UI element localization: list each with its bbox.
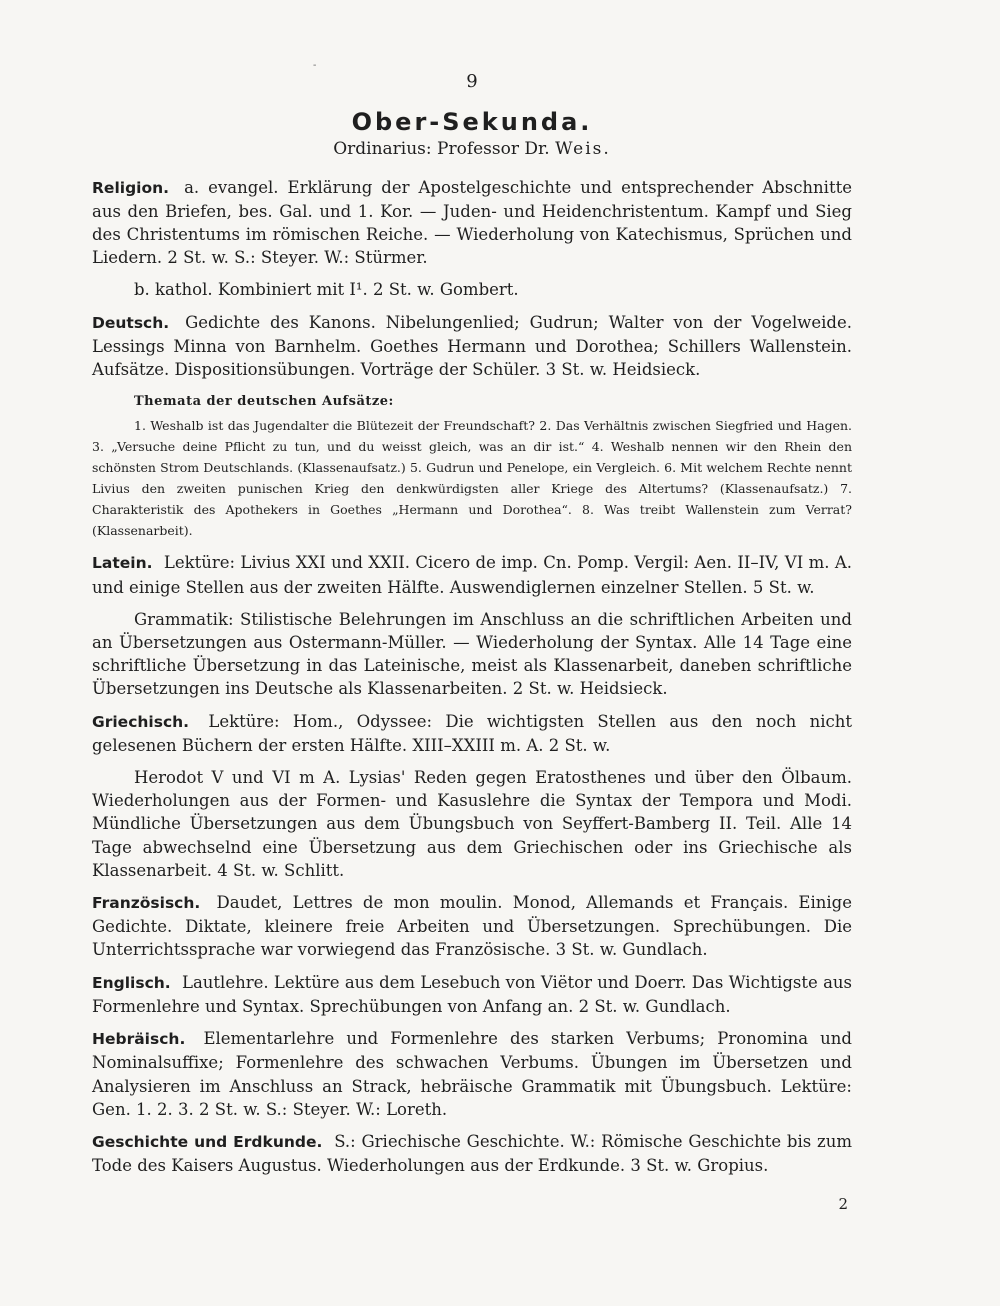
deutsch-text: Gedichte des Kanons. Nibelungenlied; Gudrun; Walter von der Vogelweide. Lessings Minna von Barnhelm. Goethes Hermann und Dorothea; Schillers Wallenstein. Aufsätze. Dispositionsübungen. Vorträge der Schüler. 3 St. w. Heidsieck. [92, 312, 852, 380]
deutsch-heading: Deutsch. [92, 313, 170, 332]
latein-text: Lektüre: Livius XXI und XXII. Cicero de imp. Cn. Pomp. Vergil: Aen. II–IV, VI m. A. und einige Stellen aus der zweiten Hälfte. Auswendiglernen einzelner Stellen. 5 St. w. [92, 553, 852, 597]
hebraeisch-heading: Hebräisch. [92, 1030, 186, 1049]
document-page [92, 70, 853, 1214]
latein-grammatik: Grammatik: Stilistische Belehrungen im Anschluss an die schriftlichen Arbeiten und an Übersetzungen aus Ostermann-Müller. — Wiederholung der Syntax. Alle 14 Tage eine schriftliche Übersetzung in das Lateinische, meist als Klassenarbeit, daneben schriftliche Übersetzungen ins Deutsche als Klassenarbeiten. 2 St. w. Heidsieck. [92, 609, 852, 699]
religion-text-a: a. evangel. Erklärung der Apostelgeschichte und entsprechender Abschnitte aus den Briefen, bes. Gal. und 1. Kor. — Juden- und Heidenchristentum. Kampf und Sieg des Christentums im römischen Reiche. — Wiederholung von Katechismus, Sprüchen und Liedern. 2 St. w. S.: Steyer. W.: Stürmer. [92, 177, 852, 268]
deutsch-paragraph [92, 311, 852, 382]
religion-heading: Religion. [92, 178, 170, 197]
signature-mark: 2 [838, 1195, 848, 1214]
griechisch-herodot: Herodot V und VI m A. Lysias' Reden gegen Eratosthenes und über den Ölbaum. Wiederholungen aus der Formen- und Kasuslehre die Syntax der Tempora und Modi. Mündliche Übersetzungen aus dem Übungsbuch von Seyffert-Bamberg II. Teil. Alle 14 Tage abwechselnd eine Übersetzung aus dem Griechischen oder ins Griechische als Klassenarbeit. 4 St. w. Schlitt. [92, 768, 852, 880]
page-number: 9 [466, 71, 478, 92]
griechisch-heading: Griechisch. [92, 712, 190, 731]
ordinarius-label: Ordinarius: Professor Dr. [333, 139, 550, 160]
religion-paragraph-b: b. kathol. Kombiniert mit I¹. 2 St. w. Gombert. [134, 280, 519, 300]
latein-paragraph [92, 551, 852, 598]
englisch-text: Lautlehre. Lektüre aus dem Lesebuch von Viëtor und Doerr. Das Wichtigste aus Formenlehre und Syntax. Sprechübungen von Anfang an. 2 St. w. Gundlach. [92, 972, 853, 1016]
page-title: Ober-Sekunda. [351, 108, 593, 137]
ordinarius-line [92, 138, 852, 161]
hebraeisch-paragraph [92, 1027, 852, 1121]
englisch-heading: Englisch. [92, 973, 171, 992]
geschichte-text: S.: Griechische Geschichte. W.: Römische Geschichte bis zum Tode des Kaisers Augustus. Wiederholungen aus der Erdkunde. 3 St. w. Gropius. [92, 1131, 852, 1176]
englisch-paragraph [92, 971, 852, 1018]
religion-paragraph [92, 176, 852, 270]
latein-heading: Latein. [92, 554, 153, 573]
themata-heading: Themata der deutschen Aufsätze: [134, 394, 394, 410]
hebraeisch-text: Elementarlehre und Formenlehre des starken Verbums; Pronomina und Nominalsuffixe; Formenlehre des schwachen Verbums. Übungen im Übersetzen und Analysieren im Anschluss an Strack, hebräische Grammatik mit Übungsbuch. Lektüre: Gen. 1. 2. 3. 2 St. w. S.: Steyer. W.: Loreth. [92, 1029, 852, 1119]
geschichte-heading: Geschichte und Erdkunde. [92, 1132, 323, 1151]
print-mark: - [313, 60, 317, 71]
franzoesisch-text: Daudet, Lettres de mon moulin. Monod, Allemands et Français. Einige Gedichte. Diktate, kleinere freie Arbeiten und Übersetzungen. Sprechübungen. Die Unterrichtssprache war vorwiegend das Französische. 3 St. w. Gundlach. [92, 893, 852, 960]
ordinarius-name: Weis. [555, 139, 611, 160]
griechisch-paragraph [92, 710, 852, 757]
geschichte-paragraph [92, 1130, 852, 1177]
themata-list: 1. Weshalb ist das Jugendalter die Blütezeit der Freundschaft? 2. Das Verhältnis zwischen Siegfried und Hagen. 3. „Versuche deine Pflicht zu tun, und du weisst gleich, was an dir ist.“ 4. Weshalb nennen wir den Rhein den schönsten Strom Deutschlands. (Klassenaufsatz.) 5. Gudrun und Penelope, ein Vergleich. 6. Mit welchem Rechte nennt Livius den zweiten punischen Krieg den denkwürdigsten aller Kriege des Altertums? (Klassenaufsatz.) 7. Charakteristik des Apothekers in Goethes „Hermann und Dorothea“. 8. Was treibt Wallenstein zum Verrat? (Klassenarbeit). [92, 418, 852, 539]
franzoesisch-paragraph [92, 891, 852, 962]
griechisch-text: Lektüre: Hom., Odyssee: Die wichtigsten Stellen aus den noch nicht gelesenen Büchern der ersten Hälfte. XIII–XXIII m. A. 2 St. w. [92, 711, 852, 755]
franzoesisch-heading: Französisch. [92, 894, 201, 913]
